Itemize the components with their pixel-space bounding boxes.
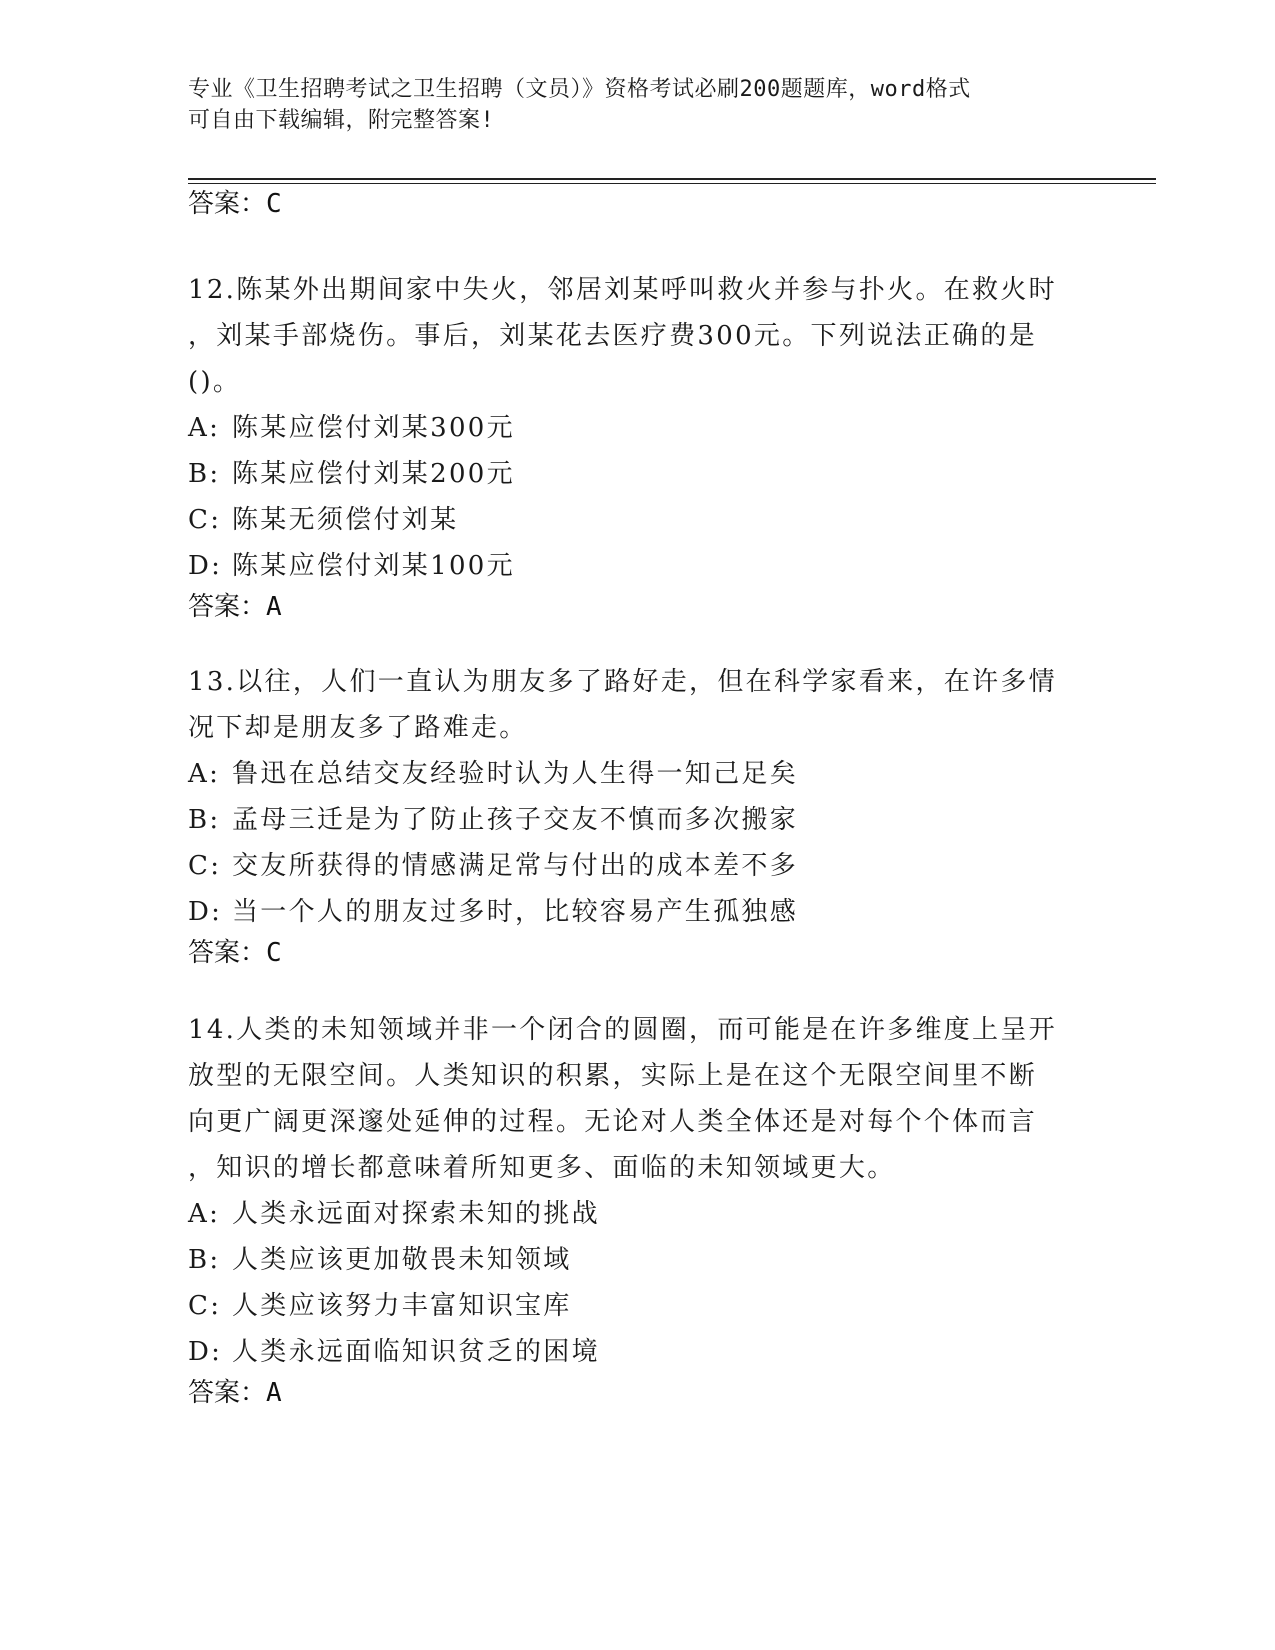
option-text: 陈某应偿付刘某100元 <box>232 551 515 581</box>
header-rule-thin <box>188 183 1156 184</box>
option-text: 人类永远面对探索未知的挑战 <box>232 1199 600 1229</box>
question-14-stem <box>188 1007 1068 1191</box>
question-12-stem-line: 12.陈某外出期间家中失火，邻居刘某呼叫救火并参与扑火。在救火时 <box>188 275 1057 305</box>
page-header <box>188 74 1068 136</box>
option-text: 陈某应偿付刘某300元 <box>232 413 515 443</box>
option-text: 当一个人的朋友过多时，比较容易产生孤独感 <box>232 897 799 927</box>
question-13-option-c <box>188 843 1068 889</box>
option-text: 孟母三迁是为了防止孩子交友不慎而多次搬家 <box>232 805 799 835</box>
answer-prev: 答案：C <box>188 189 282 219</box>
option-text: 人类永远面临知识贫乏的困境 <box>232 1337 600 1367</box>
question-14-stem-line: 向更广阔更深邃处延伸的过程。无论对人类全体还是对每个个体而言 <box>188 1107 1038 1137</box>
question-12-option-a <box>188 405 1068 451</box>
question-12-option-c <box>188 497 1068 543</box>
option-text: 人类应该更加敬畏未知领域 <box>232 1245 572 1275</box>
question-12-stem <box>188 267 1068 405</box>
option-key: B: <box>188 459 221 489</box>
option-text: 陈某应偿付刘某200元 <box>232 459 515 489</box>
question-14-option-c <box>188 1283 1068 1329</box>
option-text: 陈某无须偿付刘某 <box>232 505 459 535</box>
question-13-stem-line: 况下却是朋友多了路难走。 <box>188 713 528 743</box>
option-key: C: <box>188 851 222 881</box>
question-13 <box>188 659 1068 971</box>
question-13-option-b <box>188 797 1068 843</box>
question-14 <box>188 1007 1068 1411</box>
question-13-answer: 答案：C <box>188 938 282 968</box>
question-13-option-d <box>188 889 1068 935</box>
option-text: 人类应该努力丰富知识宝库 <box>232 1291 572 1321</box>
option-key: C: <box>188 505 222 535</box>
option-text: 鲁迅在总结交友经验时认为人生得一知己足矣 <box>232 759 799 789</box>
question-13-option-a <box>188 751 1068 797</box>
option-key: D: <box>188 897 223 927</box>
question-12-option-d <box>188 543 1068 589</box>
question-12 <box>188 267 1068 625</box>
question-14-option-a <box>188 1191 1068 1237</box>
question-14-option-d <box>188 1329 1068 1375</box>
question-12-option-b <box>188 451 1068 497</box>
option-key: B: <box>188 1245 221 1275</box>
question-14-stem-line: ，知识的增长都意味着所知更多、面临的未知领域更大。 <box>188 1153 896 1183</box>
option-key: D: <box>188 1337 223 1367</box>
question-13-stem <box>188 659 1068 751</box>
header-title-line-2: 可自由下载编辑，附完整答案! <box>188 108 495 133</box>
option-key: C: <box>188 1291 222 1321</box>
option-key: A: <box>188 1199 221 1229</box>
question-13-stem-line: 13.以往，人们一直认为朋友多了路好走，但在科学家看来，在许多情 <box>188 667 1057 697</box>
option-key: D: <box>188 551 223 581</box>
option-key: B: <box>188 805 221 835</box>
question-14-option-b <box>188 1237 1068 1283</box>
question-14-stem-line: 放型的无限空间。人类知识的积累，实际上是在这个无限空间里不断 <box>188 1061 1038 1091</box>
header-rule-thick <box>188 178 1156 180</box>
option-key: A: <box>188 759 221 789</box>
question-12-stem-line: ，刘某手部烧伤。事后，刘某花去医疗费300元。下列说法正确的是 <box>188 321 1037 351</box>
question-14-stem-line: 14.人类的未知领域并非一个闭合的圆圈，而可能是在许多维度上呈开 <box>188 1015 1057 1045</box>
option-text: 交友所获得的情感满足常与付出的成本差不多 <box>232 851 799 881</box>
question-14-answer: 答案：A <box>188 1378 282 1408</box>
question-12-stem-line: ()。 <box>188 367 242 397</box>
option-key: A: <box>188 413 221 443</box>
question-12-answer: 答案：A <box>188 592 282 622</box>
header-title-line-1: 专业《卫生招聘考试之卫生招聘（文员）》资格考试必刷200题题库，word格式 <box>188 77 971 102</box>
